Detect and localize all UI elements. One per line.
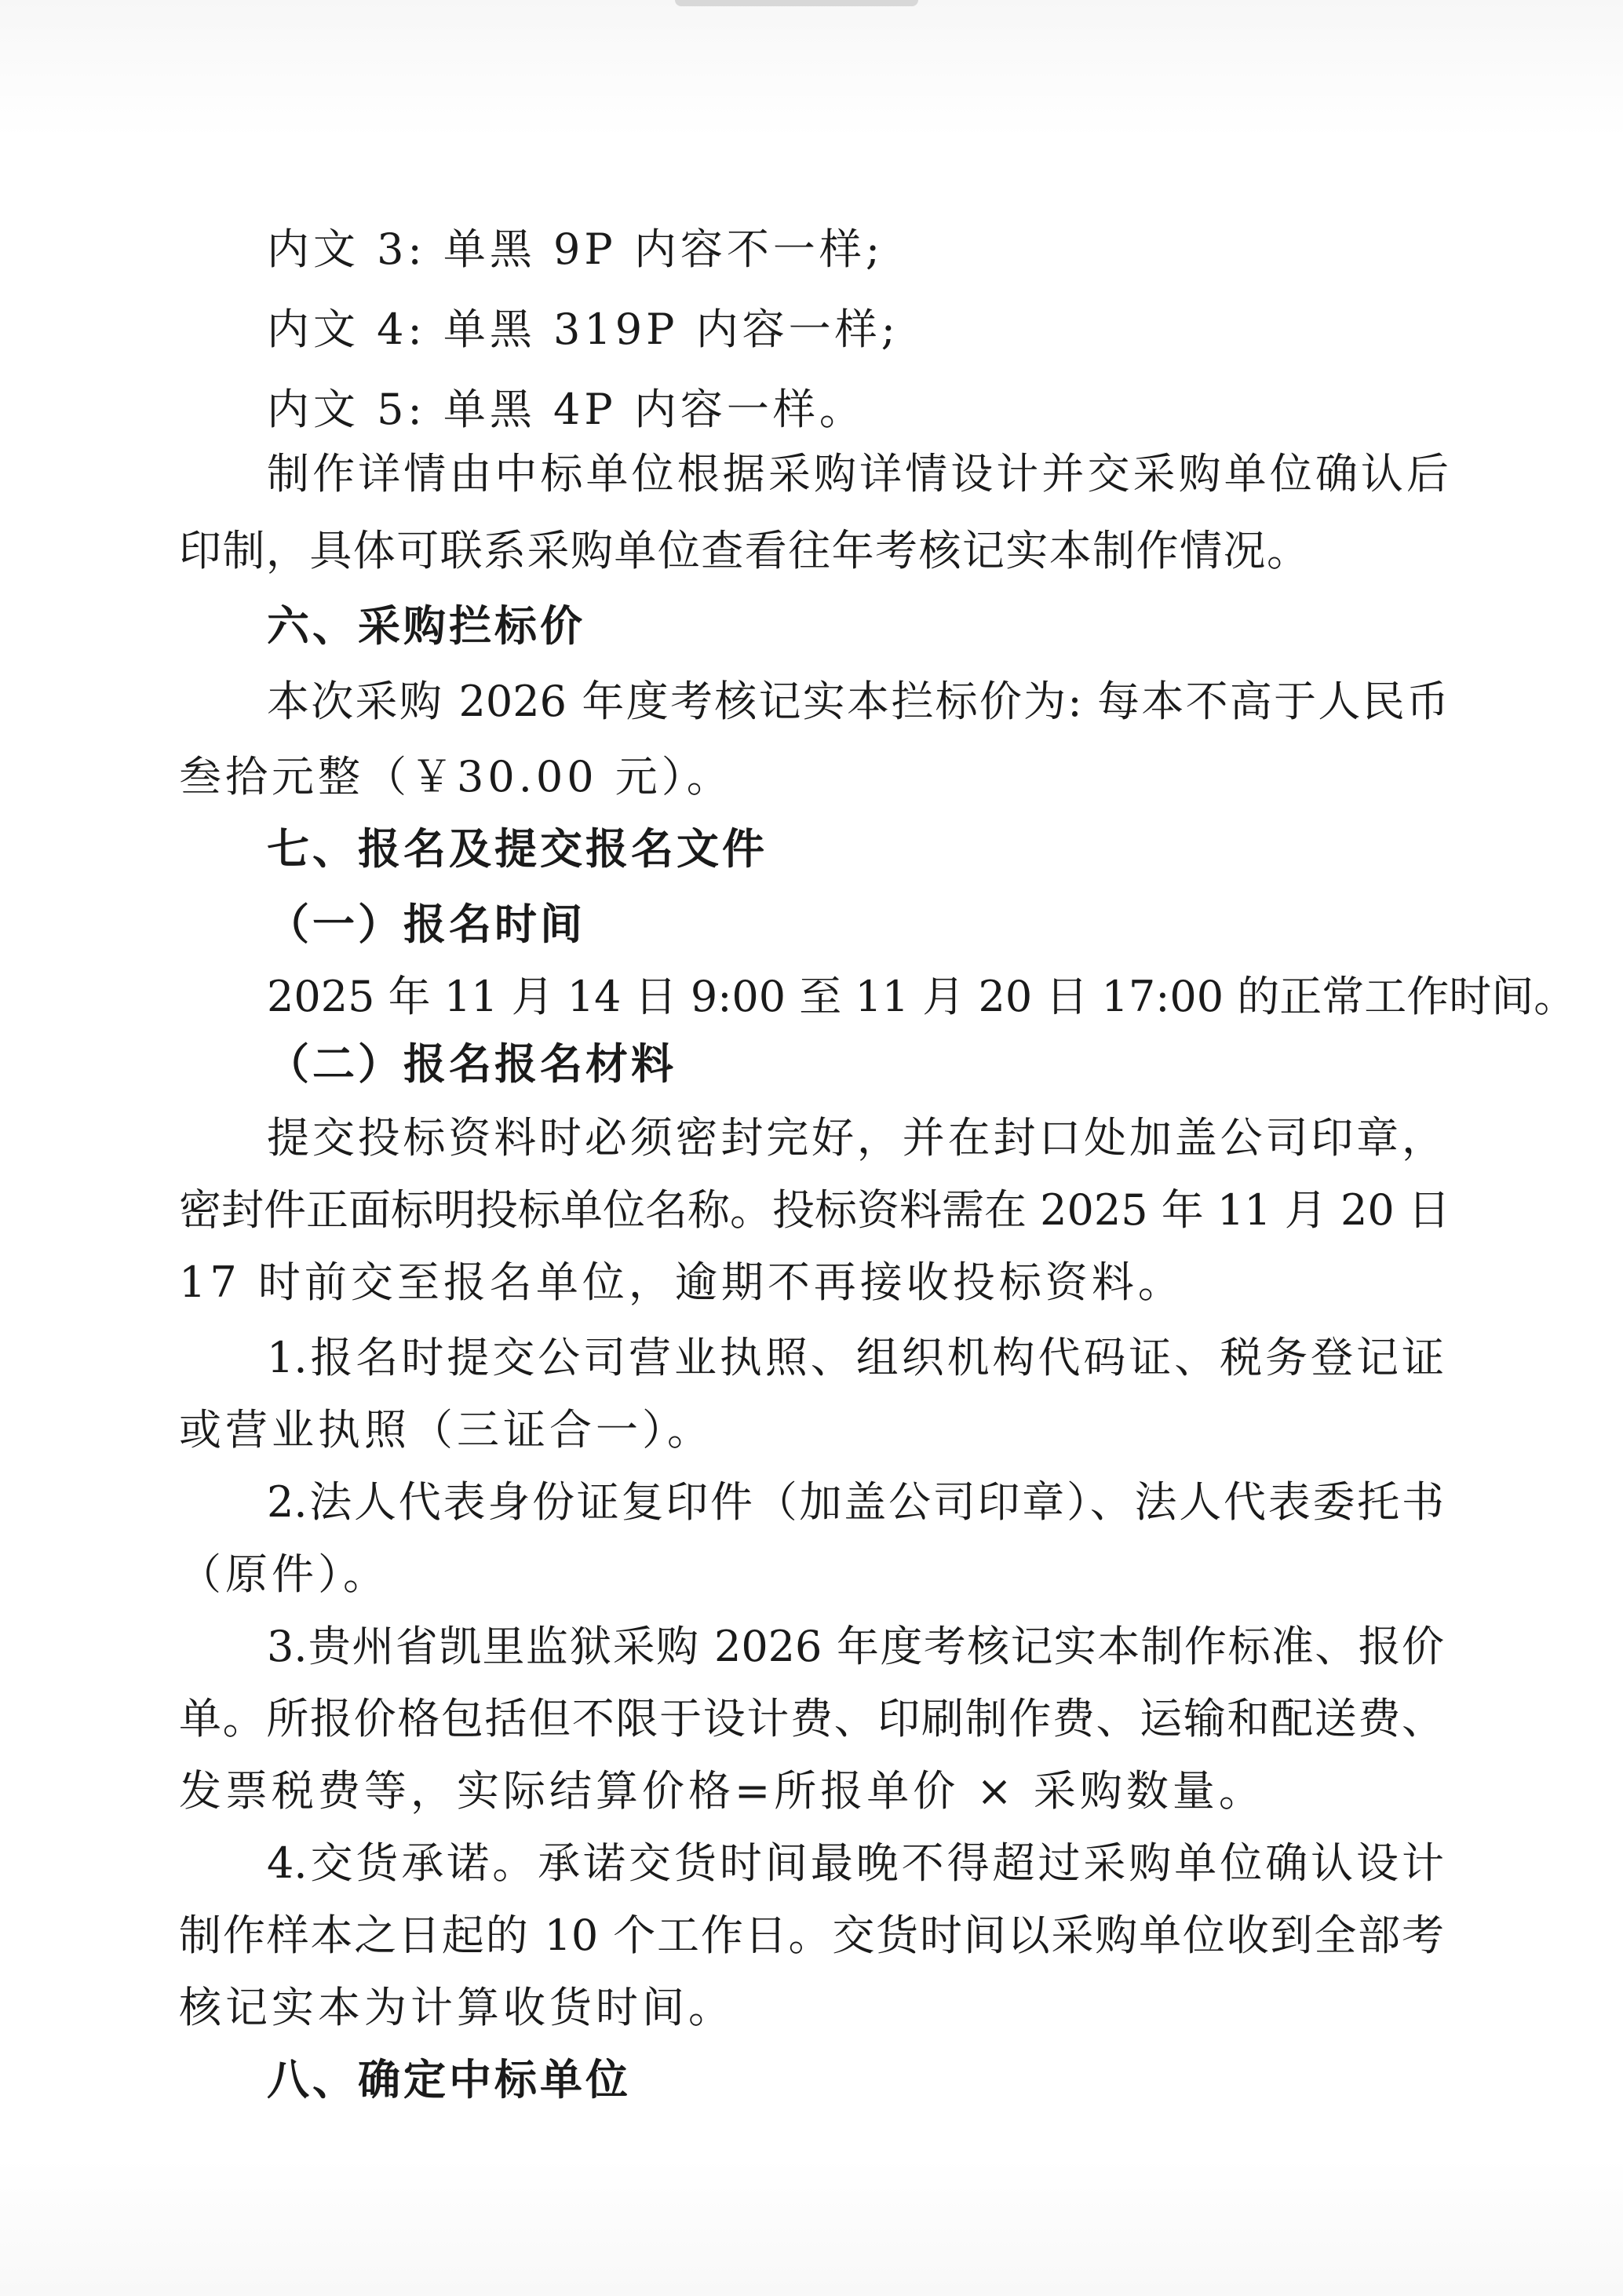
text-line-11: 2025 年 11 月 14 日 9:00 至 11 月 20 日 17:00 的正常工作时间。 — [267, 972, 1577, 1021]
text-line-21: 单。所报价格包括但不限于设计费、印刷制作费、运输和配送费、 — [179, 1694, 1444, 1743]
scan-edge-mark — [675, 0, 918, 6]
text-line-14: 密封件正面标明投标单位名称。投标资料需在 2025 年 11 月 20 日 — [179, 1185, 1450, 1235]
section-heading-6: 六、采购拦标价 — [267, 601, 585, 651]
text-line-5: 印制，具体可联系采购单位查看往年考核记实本制作情况。 — [179, 526, 1309, 575]
text-line-17: 或营业执照（三证合一）。 — [179, 1405, 713, 1455]
text-line-22: 发票税费等，实际结算价格=所报单价 × 采购数量。 — [179, 1766, 1265, 1816]
text-line-23: 4.交货承诺。承诺交货时间最晚不得超过采购单位确认设计 — [267, 1838, 1444, 1888]
text-line-8: 叁拾元整（￥30.00 元）。 — [179, 752, 733, 801]
text-line-16: 1.报名时提交公司营业执照、组织机构代码证、税务登记证 — [267, 1333, 1444, 1382]
text-line-20: 3.贵州省凯里监狱采购 2026 年度考核记实本制作标准、报价 — [267, 1622, 1444, 1671]
subheading-2: （二）报名报名材料 — [267, 1039, 677, 1089]
text-line-7: 本次采购 2026 年度考核记实本拦标价为: 每本不高于人民币 — [267, 677, 1449, 726]
section-heading-7: 七、报名及提交报名文件 — [267, 824, 768, 874]
text-line-4: 制作详情由中标单位根据采购详情设计并交采购单位确认后 — [267, 449, 1449, 498]
text-line-3: 内文 5: 单黑 4P 内容一样。 — [267, 385, 866, 434]
text-line-25: 核记实本为计算收货时间。 — [179, 1983, 735, 2032]
text-line-2: 内文 4: 单黑 319P 内容一样; — [267, 305, 899, 354]
text-line-1: 内文 3: 单黑 9P 内容不一样; — [267, 224, 884, 274]
subheading-1: （一）报名时间 — [267, 900, 585, 949]
text-line-18: 2.法人代表身份证复印件（加盖公司印章）、法人代表委托书 — [267, 1477, 1444, 1527]
text-line-24: 制作样本之日起的 10 个工作日。交货时间以采购单位收到全部考 — [179, 1911, 1444, 1960]
text-line-19: （原件）。 — [179, 1550, 389, 1599]
text-line-15: 17 时前交至报名单位，逾期不再接收投标资料。 — [179, 1258, 1184, 1307]
text-line-13: 提交投标资料时必须密封完好，并在封口处加盖公司印章， — [267, 1113, 1444, 1163]
section-heading-8: 八、确定中标单位 — [267, 2055, 631, 2104]
